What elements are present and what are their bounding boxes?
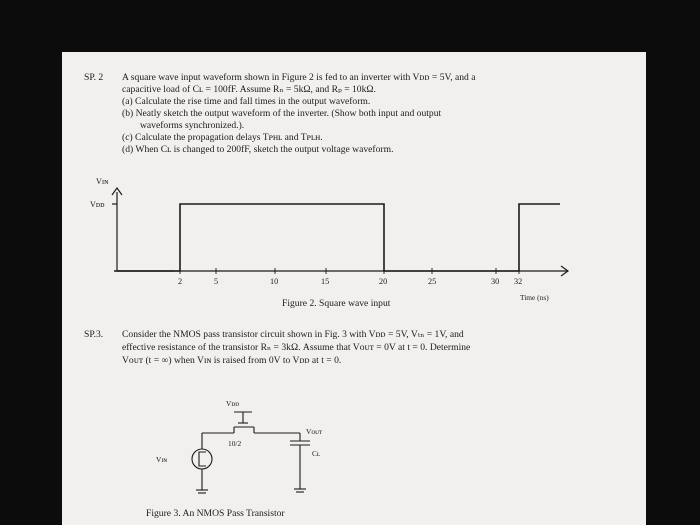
sp2-part-b-line2: waveforms synchronized.). xyxy=(140,120,245,131)
problem-number-sp2: SP. 2 xyxy=(84,72,104,83)
figure3-cl-label: Cʟ xyxy=(312,449,321,458)
figure3-circuit xyxy=(62,52,646,525)
sp2-line2: capacitive load of Cʟ = 100fF. Assume Rₙ = 5kΩ, and Rₚ = 10kΩ. xyxy=(122,84,376,95)
figure2-tick-label: 30 xyxy=(491,277,500,286)
figure2-tick-label: 15 xyxy=(321,277,330,286)
figure2-vdd-label: Vᴅᴅ xyxy=(90,200,105,209)
figure2-caption: Figure 2. Square wave input xyxy=(282,298,391,309)
sp2-part-a: (a) Calculate the rise time and fall times in the output waveform. xyxy=(122,96,371,107)
figure3-caption: Figure 3. An NMOS Pass Transistor xyxy=(146,508,285,519)
figure3-vout-label: Vᴏᴜᴛ xyxy=(306,427,323,436)
figure3-vin-label: Vɪɴ xyxy=(156,455,168,464)
step-waveform-icon xyxy=(199,452,206,466)
figure2-tick-label: 25 xyxy=(428,277,437,286)
figure2-axis-label: Time (ns) xyxy=(520,293,549,302)
problem-number-sp3: SP.3. xyxy=(84,329,104,340)
figure2-tick-label: 5 xyxy=(214,277,219,286)
figure2-tick-label: 20 xyxy=(379,277,388,286)
sp2-line1: A square wave input waveform shown in Figure 2 is fed to an inverter with Vᴅᴅ = 5V, and a xyxy=(122,72,476,83)
sp3-line1: Consider the NMOS pass transistor circuit shown in Fig. 3 with Vᴅᴅ = 5V, Vₜₙ = 1V, and xyxy=(122,329,464,340)
figure2-tick-label: 2 xyxy=(178,277,183,286)
sp2-part-d: (d) When Cʟ is changed to 200fF, sketch the output voltage waveform. xyxy=(122,144,394,155)
document-page xyxy=(62,52,646,525)
figure3-vdd-label: Vᴅᴅ xyxy=(226,399,240,408)
sp2-part-b-line1: (b) Neatly sketch the output waveform of the inverter. (Show both input and output xyxy=(122,108,442,119)
sp3-line2: effective resistance of the transistor Rₙ = 3kΩ. Assume that Vᴏᴜᴛ = 0V at t = 0. Determine xyxy=(122,342,471,353)
figure3-size-label: 10/2 xyxy=(228,439,242,448)
figure2-vin-label: Vɪɴ xyxy=(96,177,109,186)
sp2-part-c: (c) Calculate the propagation delays Tᴘʜʟ and Tᴘʟʜ. xyxy=(122,132,323,143)
sp3-line3: Vᴏᴜᴛ (t = ∞) when Vɪɴ is raised from 0V to Vᴅᴅ at t = 0. xyxy=(122,355,342,366)
figure2-tick-label: 10 xyxy=(270,277,279,286)
figure2-tick-label: 32 xyxy=(514,277,523,286)
